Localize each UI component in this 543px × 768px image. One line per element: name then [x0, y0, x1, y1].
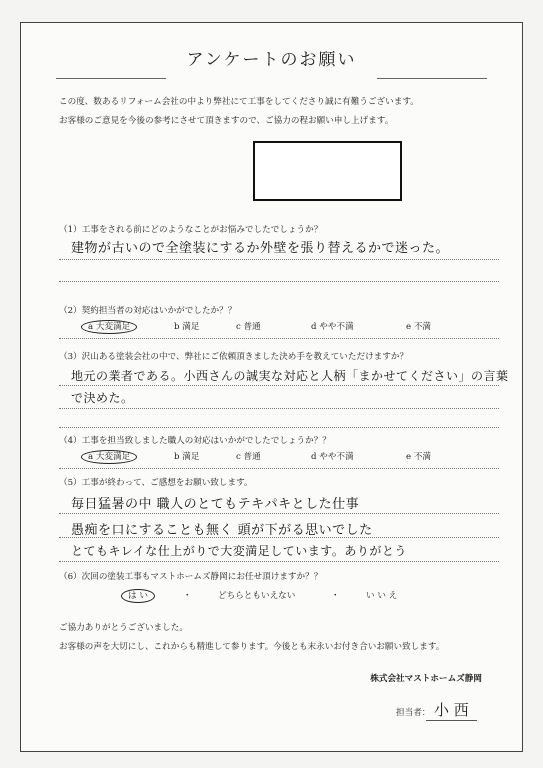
question-5: （5）工事が終わって、ご感想をお願い致します。	[59, 478, 253, 488]
company-name: 株式会社マストホームズ静岡	[370, 674, 482, 684]
intro-line-1: この度、数あるリフォーム会社の中より弊社にて工事をしてくださり誠に有難うございます。	[59, 97, 419, 107]
q2-option-d[interactable]: d やや不満	[311, 322, 354, 332]
question-6: （6）次回の塗装工事もマストホームズ静岡にお任せ頂けますか？？	[59, 572, 323, 582]
q2-option-b[interactable]: b 満足	[174, 322, 200, 332]
question-1: （1）工事をされる前にどのようなことがお悩みでしたでしょうか？	[59, 225, 323, 235]
answer-3-line-1: 地元の業者である。小西さんの誠実な対応と人柄「まかせてください」の言葉	[71, 369, 509, 383]
answer-rule	[59, 561, 499, 562]
q4-option-a[interactable]: a 大変満足	[81, 450, 137, 462]
answer-rule	[59, 281, 499, 282]
q2-option-e[interactable]: e 不満	[406, 322, 432, 332]
title-rule-left	[56, 78, 166, 79]
answer-rule	[59, 513, 499, 514]
intro-line-2: お客様のご意見を今後の参考にさせて頂きますので、ご協力の程お願い申し上げます。	[59, 116, 394, 126]
answer-5-line-2: 愚痴を口にすることも無く 頭が下がる思いでした	[71, 523, 373, 538]
question-4: （4）工事を担当致しました職人の対応はいかがでしたでしょうか？？	[59, 436, 331, 446]
answer-rule	[59, 537, 499, 538]
q4-option-c[interactable]: c 普通	[236, 452, 261, 462]
q6-option-no[interactable]: い い え	[366, 591, 398, 601]
closing-line-2: お客様の声を大切にし、これからも精進して参ります。今後とも末永いお付き合いお願い致します。	[59, 642, 445, 652]
person-label: 担当者：	[396, 708, 431, 718]
q4-option-d[interactable]: d やや不満	[311, 452, 354, 462]
answer-rule	[59, 408, 499, 409]
answer-3-line-2: で決めた。	[71, 391, 134, 405]
survey-sheet	[20, 22, 523, 752]
q6-option-neutral[interactable]: どちらともいえない	[218, 591, 296, 601]
answer-rule	[59, 468, 499, 469]
closing-line-1: ご協力ありがとうございました。	[59, 623, 188, 633]
q2-option-c[interactable]: c 普通	[236, 322, 261, 332]
q2-option-a[interactable]: a 大変満足	[81, 320, 137, 332]
answer-1: 建物が古いので全塗装にするか外壁を張り替えるかで迷った。	[71, 241, 450, 256]
redacted-box	[253, 141, 402, 201]
q6-option-yes[interactable]: は い	[121, 589, 155, 601]
q4-option-b[interactable]: b 満足	[174, 452, 200, 462]
answer-rule	[59, 385, 499, 386]
person-name: 小 西	[426, 699, 477, 721]
answer-5-line-1: 毎日猛暑の中 職人のとてもテキパキとした仕事	[71, 497, 360, 512]
q4-option-e[interactable]: e 不満	[406, 452, 432, 462]
question-2: （2）契約担当者の対応はいかがでしたか？？	[59, 306, 237, 316]
answer-rule	[59, 338, 499, 339]
intro-text	[59, 93, 419, 131]
page-title: アンケートのお願い	[21, 45, 522, 70]
answer-5-line-3: とてもキレイな仕上がりで大変満足しています。ありがとう	[71, 544, 407, 558]
answer-rule	[59, 427, 499, 428]
question-3: （3）沢山ある塗装会社の中で、弊社にご依頼頂きました決め手を教えていただけますか？	[59, 352, 409, 362]
q6-separator: ・	[183, 591, 192, 601]
q6-separator: ・	[331, 591, 340, 601]
answer-rule	[59, 259, 499, 260]
title-rule-right	[377, 78, 487, 79]
